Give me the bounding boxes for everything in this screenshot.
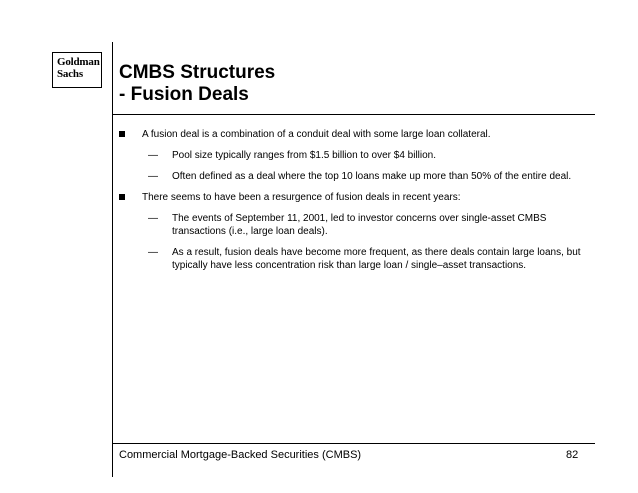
page-number: 82 [566, 449, 579, 461]
sub-bullet-text: The events of September 11, 2001, led to investor concerns over single-asset CMBS transactions (i.e., large loan deals). [172, 213, 547, 237]
dash-icon: — [148, 171, 158, 182]
bullet-item [118, 191, 588, 204]
sub-bullet-item [118, 170, 588, 183]
sub-bullet-text: As a result, fusion deals have become more frequent, as there deals contain large loans, but typically have less concentration risk than large loan / single–asset transactions. [172, 247, 581, 271]
dash-icon: — [148, 247, 158, 258]
square-bullet-icon [119, 131, 125, 137]
logo-line-1: Goldman [57, 56, 100, 68]
square-bullet-icon [119, 194, 125, 200]
title-line-1: CMBS Structures [119, 62, 276, 83]
footer-divider [112, 443, 595, 444]
bullet-text: A fusion deal is a combination of a conduit deal with some large loan collateral. [142, 129, 491, 140]
sub-bullet-item [118, 149, 588, 162]
title-line-2: - Fusion Deals [119, 84, 249, 105]
sub-bullet-item [118, 246, 588, 272]
goldman-sachs-logo [52, 52, 102, 88]
sub-bullet-text: Often defined as a deal where the top 10 loans make up more than 50% of the entire deal. [172, 171, 572, 182]
sub-bullet-item [118, 212, 588, 238]
dash-icon: — [148, 213, 158, 224]
footer-title: Commercial Mortgage-Backed Securities (CMBS) [119, 449, 362, 461]
slide-title [119, 62, 275, 106]
slide-body [118, 128, 588, 280]
logo-line-2: Sachs [57, 68, 83, 80]
bullet-item [118, 128, 588, 141]
bullet-text: There seems to have been a resurgence of fusion deals in recent years: [142, 192, 461, 203]
dash-icon: — [148, 150, 158, 161]
vertical-divider [112, 42, 113, 477]
sub-bullet-text: Pool size typically ranges from $1.5 billion to over $4 billion. [172, 150, 437, 161]
title-divider [112, 114, 595, 115]
